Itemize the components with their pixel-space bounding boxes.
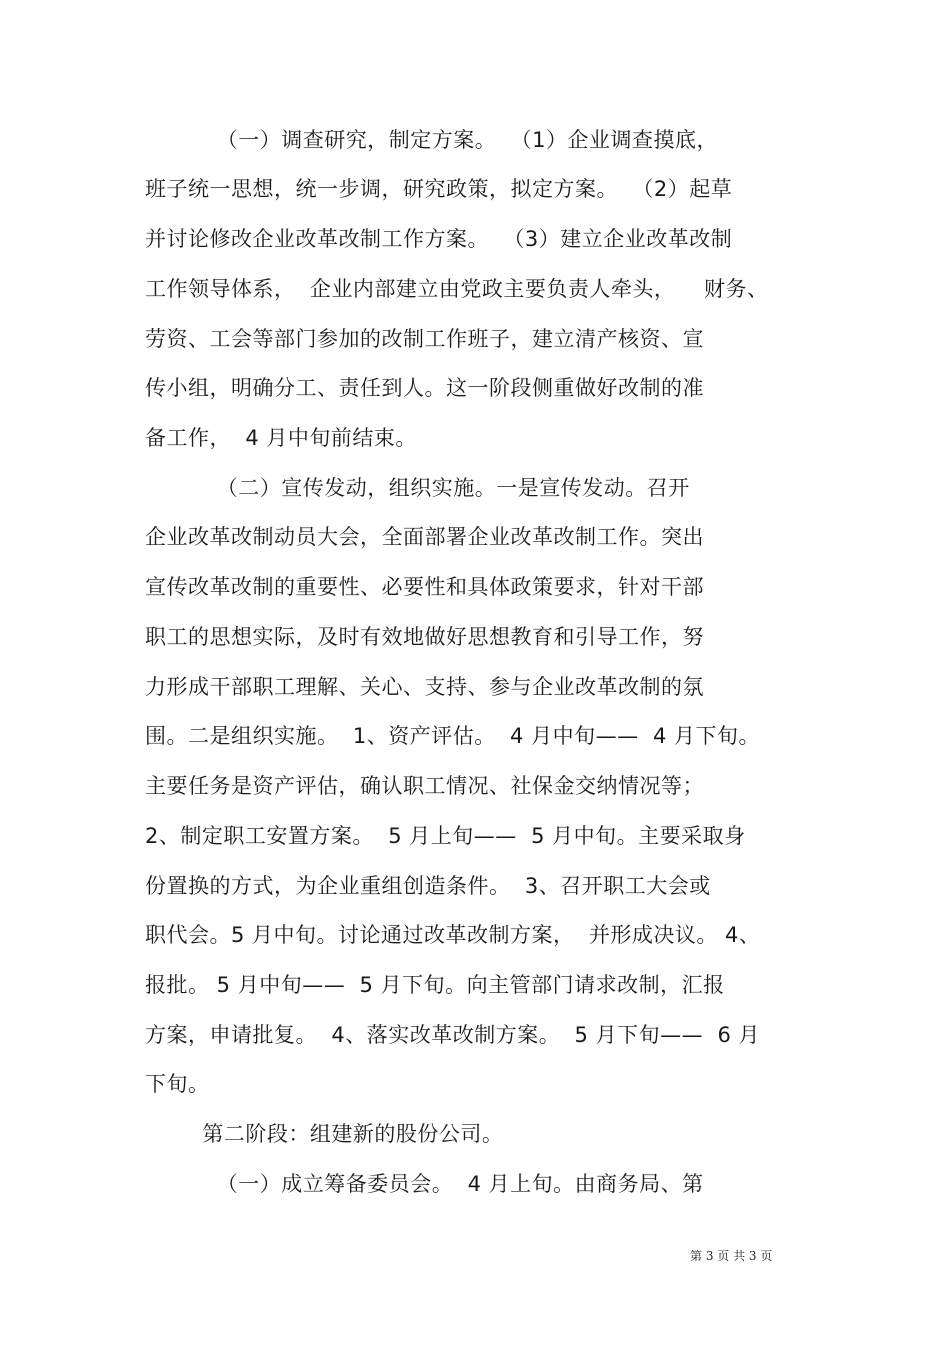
paragraph-line: 报批。 5 月中旬—— 5 月下旬。向主管部门请求改制，汇报 (145, 973, 725, 997)
paragraph-line: 传小组，明确分工、责任到人。这一阶段侧重做好改制的准 (145, 376, 704, 400)
paragraph-line: 2、制定职工安置方案。 5 月上旬—— 5 月中旬。主要采取身 (145, 824, 746, 848)
paragraph-line: 班子统一思想，统一步调，研究政策，拟定方案。 （2）起草 (145, 177, 733, 201)
paragraph-line: 力形成干部职工理解、关心、支持、参与企业改革改制的氛 (145, 675, 704, 699)
paragraph-line: 方案，申请批复。 4、落实改革改制方案。 5 月下旬—— 6 月 (145, 1023, 760, 1047)
paragraph-line: 份置换的方式，为企业重组创造条件。 3、召开职工大会或 (145, 874, 711, 898)
paragraph-line: 工作领导体系， 企业内部建立由党政主要负责人牵头， 财务、 (145, 277, 769, 301)
section-heading: 第二阶段：组建新的股份公司。 (145, 1122, 504, 1146)
paragraph-line: （二）宣传发动，组织实施。一是宣传发动。召开 (145, 476, 690, 500)
paragraph-line: 围。二是组织实施。 1、资产评估。 4 月中旬—— 4 月下旬。 (145, 724, 760, 748)
paragraph-line: 职工的思想实际，及时有效地做好思想教育和引导工作，努 (145, 625, 704, 649)
paragraph-line: 职代会。5 月中旬。讨论通过改革改制方案， 并形成决议。 4、 (145, 923, 761, 947)
paragraph-line: 宣传改革改制的重要性、必要性和具体政策要求，针对干部 (145, 575, 704, 599)
paragraph-line: 备工作， 4 月中旬前结束。 (145, 426, 417, 450)
paragraph-line: 下旬。 (145, 1072, 210, 1096)
paragraph-line: （一）成立筹备委员会。 4 月上旬。由商务局、第 (145, 1172, 704, 1196)
paragraph-line: 劳资、工会等部门参加的改制工作班子，建立清产核资、宣 (145, 327, 704, 351)
paragraph-line: 并讨论修改企业改革改制工作方案。 （3）建立企业改革改制 (145, 227, 733, 251)
page-number: 第 3 页 共 3 页 (690, 1249, 773, 1263)
paragraph-line: 企业改革改制动员大会，全面部署企业改革改制工作。突出 (145, 525, 704, 549)
paragraph-line: （一）调查研究，制定方案。 （1）企业调查摸底， (145, 128, 718, 152)
paragraph-line: 主要任务是资产评估，确认职工情况、社保金交纳情况等； (145, 774, 704, 798)
